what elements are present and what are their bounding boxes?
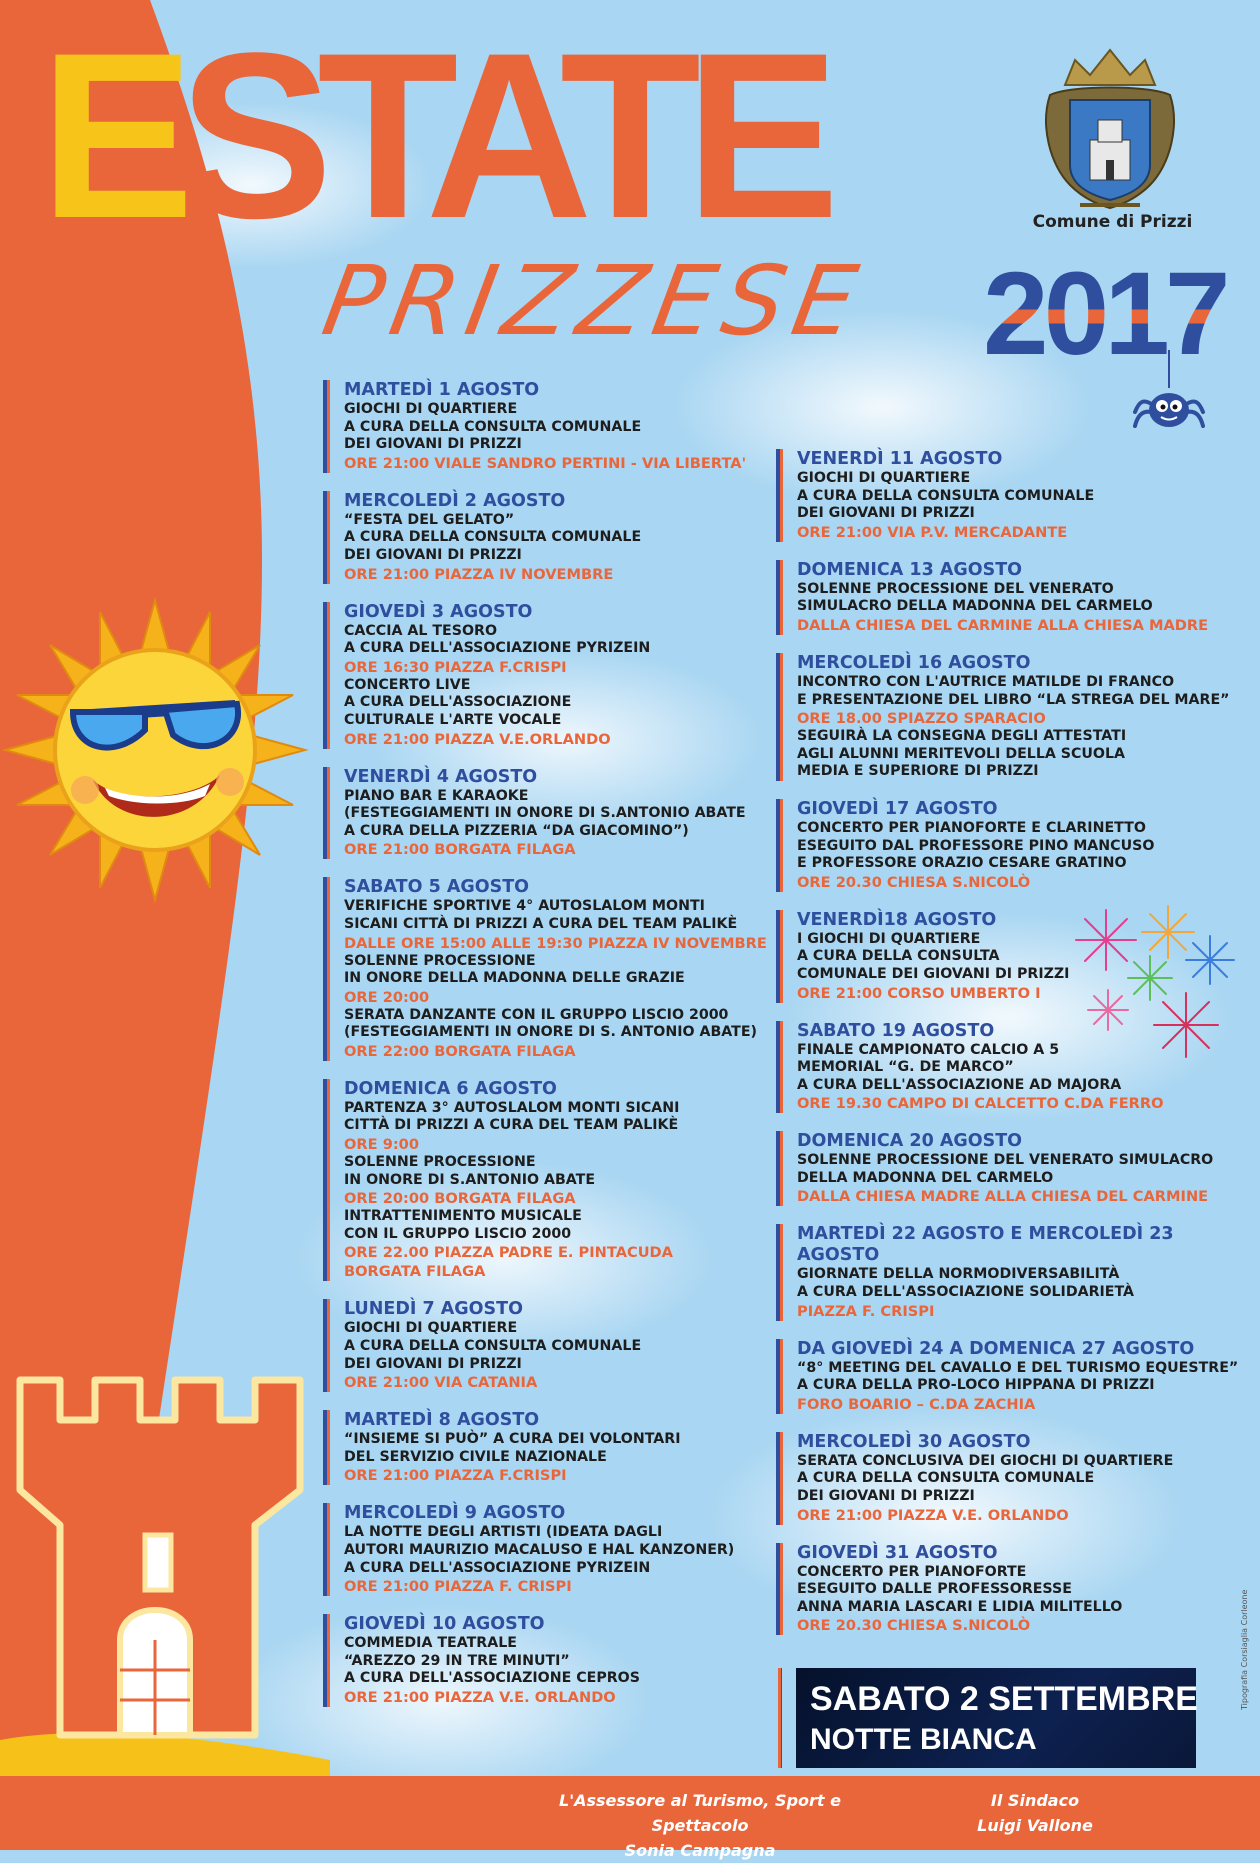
spider-icon — [1133, 350, 1205, 450]
event-block — [323, 380, 793, 473]
event-block — [776, 799, 1246, 892]
event-description: A CURA DELL'ASSOCIAZIONE — [344, 694, 572, 711]
event-description: A CURA DELL'ASSOCIAZIONE AD MAJORA — [797, 1076, 1122, 1093]
event-block — [323, 1614, 793, 1707]
event-description: CULTURALE L'ARTE VOCALE — [344, 711, 562, 728]
event-time-place: ORE 20:00 — [344, 988, 430, 1006]
event-description: FINALE CAMPIONATO CALCIO A 5 — [797, 1041, 1060, 1058]
event-description: “8° MEETING DEL CAVALLO E DEL TURISMO EQUESTRE” — [797, 1359, 1239, 1376]
event-block — [323, 877, 793, 1061]
event-description: AUTORI MAURIZIO MACALUSO E HAL KANZONER) — [344, 1542, 735, 1558]
event-date: GIOVEDÌ 3 AGOSTO — [344, 601, 533, 622]
event-description: SICANI CITTÀ DI PRIZZI A CURA DEL TEAM PALIKÈ — [344, 915, 738, 932]
event-time-place: BORGATA FILAGA — [344, 1263, 486, 1281]
event-description: E PRESENTAZIONE DEL LIBRO “LA STREGA DEL MARE” — [797, 691, 1230, 708]
event-description: AGLI ALUNNI MERITEVOLI DELLA SCUOLA — [797, 745, 1126, 762]
event-date: MARTEDÌ 22 AGOSTO E MERCOLEDÌ 23 AGOSTO — [797, 1224, 1174, 1266]
sindaco-role: Il Sindaco — [990, 1791, 1080, 1810]
event-block — [776, 1432, 1246, 1525]
event-description: COMUNALE DEI GIOVANI DI PRIZZI — [797, 965, 1070, 982]
event-description: ESEGUITO DALLE PROFESSORESSE — [797, 1581, 1072, 1598]
event-description: CON IL GRUPPO LISCIO 2000 — [344, 1225, 572, 1242]
event-block — [776, 560, 1246, 635]
event-description: A CURA DELLA CONSULTA COMUNALE — [797, 487, 1095, 504]
event-description: DEI GIOVANI DI PRIZZI — [344, 1355, 522, 1372]
event-description: PIANO BAR E KARAOKE — [344, 787, 529, 804]
event-description: A CURA DELL'ASSOCIAZIONE PYRIZEIN — [344, 640, 651, 657]
event-description: MEMORIAL “G. DE MARCO” — [797, 1059, 1014, 1076]
event-description: SOLENNE PROCESSIONE — [344, 952, 536, 969]
event-date: MERCOLEDÌ 9 AGOSTO — [344, 1503, 566, 1524]
event-description: DEI GIOVANI DI PRIZZI — [344, 546, 522, 563]
event-date: DOMENICA 20 AGOSTO — [797, 1131, 1023, 1152]
event-description: DELLA MADONNA DEL CARMELO — [797, 1169, 1054, 1186]
event-time-place: ORE 21:00 PIAZZA F.CRISPI — [344, 1467, 567, 1485]
event-description: GIOCHI DI QUARTIERE — [797, 470, 971, 486]
event-time-place: ORE 21:00 CORSO UMBERTO I — [797, 984, 1041, 1002]
event-date: MERCOLEDÌ 2 AGOSTO — [344, 490, 566, 511]
events-column-right — [776, 449, 1246, 1653]
event-date: VENERDÌ 11 AGOSTO — [797, 449, 1003, 469]
event-description: INCONTRO CON L'AUTRICE MATILDE DI FRANCO — [797, 673, 1175, 690]
event-time-place: ORE 16:30 PIAZZA F.CRISPI — [344, 658, 567, 676]
event-description: A CURA DELL'ASSOCIAZIONE SOLIDARIETÀ — [797, 1284, 1135, 1301]
event-time-place: FORO BOARIO – C.DA ZACHIA — [797, 1395, 1036, 1413]
event-description: GIOCHI DI QUARTIERE — [344, 401, 518, 417]
tower-icon — [0, 1340, 330, 1780]
event-description: CONCERTO PER PIANOFORTE E CLARINETTO — [797, 819, 1146, 836]
event-description: “INSIEME SI PUÒ” A CURA DEI VOLONTARI — [344, 1431, 681, 1448]
event-description: SERATA DANZANTE CON IL GRUPPO LISCIO 2000 — [344, 1006, 729, 1023]
event-date: SABATO 5 AGOSTO — [344, 877, 530, 898]
event-time-place: ORE 21:00 VIALE SANDRO PERTINI - VIA LIBERTA' — [344, 454, 747, 472]
event-time-place: ORE 20.30 CHIESA S.NICOLÒ — [797, 873, 1031, 891]
event-description: SEGUIRÀ LA CONSEGNA DEGLI ATTESTATI — [797, 728, 1127, 745]
assessore-name: Sonia Campagna — [624, 1841, 776, 1860]
event-date: VENERDÌ18 AGOSTO — [797, 909, 997, 930]
event-description: PARTENZA 3° AUTOSLALOM MONTI SICANI — [344, 1099, 680, 1116]
event-time-place: ORE 21:00 PIAZZA V.E.ORLANDO — [344, 730, 611, 748]
sun-icon — [5, 600, 305, 900]
event-date: DOMENICA 6 AGOSTO — [344, 1078, 557, 1099]
event-description: IN ONORE DI S.ANTONIO ABATE — [344, 1171, 596, 1188]
event-date: GIOVEDÌ 10 AGOSTO — [344, 1614, 545, 1635]
title-estate — [40, 4, 824, 268]
event-description: A CURA DELLA PIZZERIA “DA GIACOMINO”) — [344, 822, 689, 839]
event-description: DEI GIOVANI DI PRIZZI — [797, 1488, 975, 1505]
event-description: ESEGUITO DAL PROFESSORE PINO MANCUSO — [797, 837, 1155, 854]
event-block — [323, 1079, 793, 1282]
event-description: A CURA DELLA CONSULTA — [797, 948, 1000, 965]
event-date: DA GIOVEDÌ 24 A DOMENICA 27 AGOSTO — [797, 1338, 1195, 1359]
event-block — [776, 910, 1246, 1003]
event-time-place: ORE 21:00 PIAZZA V.E. ORLANDO — [344, 1688, 616, 1706]
footer-sindaco — [960, 1788, 1110, 1838]
event-description: A CURA DELL'ASSOCIAZIONE PYRIZEIN — [344, 1559, 651, 1576]
footer-assessore — [520, 1788, 880, 1863]
events-column-left — [323, 380, 793, 1725]
event-date: LUNEDÌ 7 AGOSTO — [344, 1299, 523, 1320]
event-block — [323, 1299, 793, 1392]
assessore-role: L'Assessore al Turismo, Sport e Spettacolo — [559, 1791, 841, 1835]
notte-bianca-accent — [778, 1668, 785, 1768]
event-description: CONCERTO PER PIANOFORTE — [797, 1563, 1027, 1580]
event-date: SABATO 19 AGOSTO — [797, 1020, 995, 1041]
event-time-place: ORE 18.00 SPIAZZO SPARACIO — [797, 710, 1046, 728]
event-description: “FESTA DEL GELATO” — [344, 511, 515, 528]
event-description: A CURA DELLA CONSULTA COMUNALE — [344, 418, 642, 435]
event-date: MARTEDÌ 1 AGOSTO — [344, 380, 540, 400]
event-description: DEI GIOVANI DI PRIZZI — [344, 436, 522, 453]
event-description: DEL SERVIZIO CIVILE NAZIONALE — [344, 1448, 607, 1465]
event-time-place: ORE 21:00 PIAZZA IV NOVEMBRE — [344, 565, 614, 583]
event-description: (FESTEGGIAMENTI IN ONORE DI S. ANTONIO ABATE) — [344, 1024, 758, 1041]
event-description: SIMULACRO DELLA MADONNA DEL CARMELO — [797, 598, 1153, 615]
event-description: INTRATTENIMENTO MUSICALE — [344, 1208, 582, 1225]
event-description: CONCERTO LIVE — [344, 676, 471, 693]
event-description: I GIOCHI DI QUARTIERE — [797, 930, 981, 947]
event-description: SOLENNE PROCESSIONE DEL VENERATO — [797, 580, 1114, 597]
event-block — [323, 1503, 793, 1596]
event-description: E PROFESSORE ORAZIO CESARE GRATINO — [797, 855, 1127, 872]
event-time-place: DALLA CHIESA MADRE ALLA CHIESA DEL CARMINE — [797, 1188, 1209, 1206]
year-label: 2017 — [983, 248, 1226, 380]
notte-bianca-title: NOTTE BIANCA — [810, 1723, 1037, 1756]
event-time-place: ORE 21:00 VIA CATANIA — [344, 1374, 538, 1392]
event-description: A CURA DELLA PRO-LOCO HIPPANA DI PRIZZI — [797, 1377, 1155, 1394]
title-rest: STATE — [178, 4, 824, 268]
sindaco-name: Luigi Vallone — [977, 1816, 1093, 1835]
event-description: A CURA DELLA CONSULTA COMUNALE — [344, 1338, 642, 1355]
event-description: “AREZZO 29 IN TRE MINUTI” — [344, 1652, 570, 1669]
event-description: CACCIA AL TESORO — [344, 622, 498, 639]
event-time-place: ORE 21:00 PIAZZA V.E. ORLANDO — [797, 1506, 1069, 1524]
event-date: MERCOLEDÌ 16 AGOSTO — [797, 652, 1031, 673]
printer-credit: Tipografia Corsiaglia Corleone — [1240, 1589, 1249, 1710]
event-block — [323, 1410, 793, 1485]
event-description: CITTÀ DI PRIZZI A CURA DEL TEAM PALIKÈ — [344, 1117, 679, 1134]
notte-bianca-date: SABATO 2 SETTEMBRE — [810, 1680, 1198, 1718]
comune-label: Comune di Prizzi — [1032, 212, 1193, 232]
footer — [0, 1776, 1260, 1860]
event-description: LA NOTTE DEGLI ARTISTI (IDEATA DAGLI — [344, 1524, 663, 1541]
event-description: GIOCHI DI QUARTIERE — [344, 1320, 518, 1337]
event-description: SOLENNE PROCESSIONE — [344, 1154, 536, 1171]
event-description: (FESTEGGIAMENTI IN ONORE DI S.ANTONIO ABATE — [344, 805, 746, 822]
event-time-place: ORE 9:00 — [344, 1136, 419, 1154]
event-date: MERCOLEDÌ 30 AGOSTO — [797, 1431, 1031, 1452]
event-time-place: ORE 22.00 PIAZZA PADRE E. PINTACUDA — [344, 1244, 673, 1262]
event-block — [323, 767, 793, 860]
event-block — [776, 1021, 1246, 1114]
event-time-place: DALLE ORE 15:00 ALLE 19:30 PIAZZA IV NOVEMBRE — [344, 934, 767, 952]
event-time-place: ORE 21:00 PIAZZA F. CRISPI — [344, 1578, 572, 1596]
event-block — [323, 491, 793, 584]
event-time-place: DALLA CHIESA DEL CARMINE ALLA CHIESA MADRE — [797, 616, 1209, 634]
event-description: GIORNATE DELLA NORMODIVERSABILITÀ — [797, 1266, 1120, 1283]
event-time-place: ORE 21:00 BORGATA FILAGA — [344, 841, 576, 859]
event-date: MARTEDÌ 8 AGOSTO — [344, 1410, 540, 1431]
event-description: A CURA DELLA CONSULTA COMUNALE — [797, 1470, 1095, 1487]
event-time-place: ORE 20.30 CHIESA S.NICOLÒ — [797, 1617, 1031, 1635]
event-description: A CURA DELL'ASSOCIAZIONE CEPROS — [344, 1670, 640, 1687]
event-description: DEI GIOVANI DI PRIZZI — [797, 505, 975, 522]
event-block — [776, 1131, 1246, 1206]
event-block — [323, 602, 793, 749]
event-description: SOLENNE PROCESSIONE DEL VENERATO SIMULACRO — [797, 1152, 1214, 1169]
crest-icon — [1040, 45, 1180, 210]
event-block — [776, 1339, 1246, 1414]
event-time-place: ORE 22:00 BORGATA FILAGA — [344, 1042, 576, 1060]
event-time-place: ORE 20:00 BORGATA FILAGA — [344, 1190, 576, 1208]
event-date: GIOVEDÌ 31 AGOSTO — [797, 1542, 998, 1563]
event-description: A CURA DELLA CONSULTA COMUNALE — [344, 529, 642, 546]
event-block — [776, 1224, 1246, 1320]
event-date: VENERDÌ 4 AGOSTO — [344, 766, 538, 787]
event-block — [776, 449, 1246, 542]
event-description: MEDIA E SUPERIORE DI PRIZZI — [797, 763, 1039, 780]
event-date: DOMENICA 13 AGOSTO — [797, 559, 1023, 580]
event-time-place: ORE 21:00 VIA P.V. MERCADANTE — [797, 523, 1068, 541]
event-description: COMMEDIA TEATRALE — [344, 1635, 517, 1652]
notte-bianca-banner — [796, 1668, 1196, 1768]
event-description: VERIFICHE SPORTIVE 4° AUTOSLALOM MONTI — [344, 898, 705, 915]
event-block — [776, 1543, 1246, 1636]
title-first-letter: E — [40, 4, 179, 268]
event-time-place: PIAZZA F. CRISPI — [797, 1302, 935, 1320]
event-date: GIOVEDÌ 17 AGOSTO — [797, 798, 998, 819]
event-time-place: ORE 19.30 CAMPO DI CALCETTO C.DA FERRO — [797, 1095, 1164, 1113]
event-description: IN ONORE DELLA MADONNA DELLE GRAZIE — [344, 970, 685, 987]
event-description: SERATA CONCLUSIVA DEI GIOCHI DI QUARTIERE — [797, 1452, 1174, 1469]
event-block — [776, 653, 1246, 781]
subtitle-prizzese: PRIZZESE — [315, 245, 874, 357]
event-description: ANNA MARIA LASCARI E LIDIA MILITELLO — [797, 1598, 1123, 1615]
